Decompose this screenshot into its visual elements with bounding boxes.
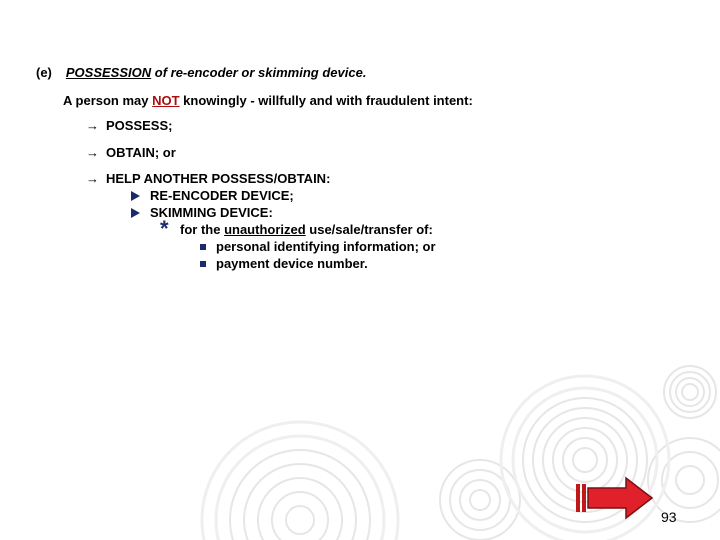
next-slide-arrow-icon [576,478,652,518]
asterisk-icon: * [160,216,169,241]
next-slide-button[interactable] [576,476,654,520]
square-bullet-icon [200,244,206,250]
detail-underlined: unauthorized [224,222,306,237]
lead-before: A person may [63,93,153,108]
lead-statement [63,93,473,108]
detail-after: use/sale/transfer of: [305,222,433,237]
detail-line [180,222,433,237]
list-item [86,171,330,186]
section-heading [36,65,366,80]
triangle-bullet-icon [131,208,140,218]
page-number: 93 [661,509,677,525]
arrow-right-icon: → [86,145,99,160]
section-tag: (e) [36,65,52,80]
item-label: HELP ANOTHER POSSESS/OBTAIN: [106,171,331,186]
title-keyword: POSSESSION [65,65,152,80]
sub-item [131,188,294,203]
item-label: OBTAIN; or [106,145,176,160]
lead-after: knowingly - willfully and with fraudulent intent: [179,93,473,108]
bullet-item [200,256,368,271]
title-rest: of re-encoder or skimming device. [151,65,367,80]
square-bullet-icon [200,261,206,267]
detail-before: for the [180,222,225,237]
bullet-item [200,239,436,254]
triangle-bullet-icon [131,191,140,201]
list-item [86,145,176,160]
arrow-right-icon: → [86,118,99,133]
bullet-label: personal identifying information; or [216,239,436,254]
arrow-right-icon: → [86,171,99,186]
item-label: POSSESS; [106,118,173,133]
sub-item-label: RE-ENCODER DEVICE; [150,188,294,203]
sub-item-label: SKIMMING DEVICE: [150,205,273,220]
bullet-label: payment device number. [216,256,368,271]
lead-not: NOT [152,93,180,108]
sub-item [131,205,273,220]
list-item [86,118,172,133]
